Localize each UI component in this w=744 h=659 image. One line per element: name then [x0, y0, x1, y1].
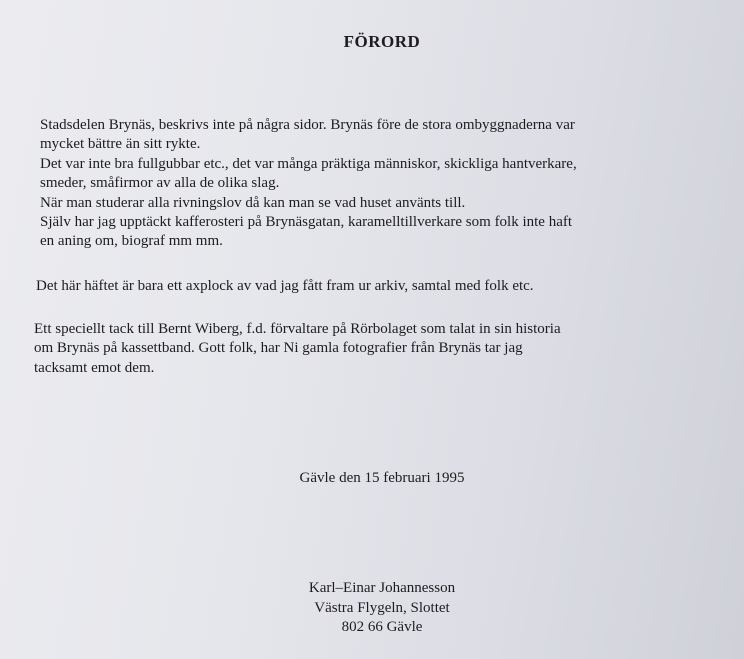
paragraph-axplock	[36, 277, 534, 296]
paragraph-line: Stadsdelen Brynäs, beskrivs inte på några sidor. Brynäs före de stora ombyggnaderna var	[40, 117, 575, 133]
signature-address-line2: 802 66 Gävle	[341, 619, 423, 635]
signature-address-line1: Västra Flygeln, Slottet	[314, 599, 450, 616]
paragraph-line: tacksamt emot dem.	[34, 359, 155, 376]
document-title: FÖRORD	[343, 32, 421, 51]
paragraph-line: När man studerar alla rivningslov då kan man se vad huset använts till.	[40, 194, 466, 211]
paragraph-line: Ett speciellt tack till Bernt Wiberg, f.d. förvaltare på Rörbolaget som talat in sin historia	[34, 321, 561, 337]
paragraph-line: om Brynäs på kassettband. Gott folk, har Ni gamla fotografier från Brynäs tar jag	[34, 340, 523, 357]
paragraph-line: Det var inte bra fullgubbar etc., det var många präktiga människor, skickliga hantverkare,	[40, 155, 577, 172]
paragraph-introduction	[40, 116, 577, 252]
paragraph-thanks	[34, 320, 561, 378]
signature-block	[0, 579, 744, 638]
dateline-text: Gävle den 15 februari 1995	[299, 470, 465, 486]
paragraph-line: smeder, småfirmor av alla de olika slag.	[40, 175, 280, 192]
paragraph-line: mycket bättre än sitt rykte.	[40, 136, 201, 153]
signature-name: Karl–Einar Johannesson	[308, 580, 456, 596]
dateline	[0, 469, 744, 489]
paragraph-line: en aning om, biograf mm mm.	[40, 233, 223, 250]
paragraph-line: Själv har jag upptäckt kafferosteri på Brynäsgatan, karamelltillverkare som folk inte haft	[40, 214, 573, 231]
paragraph-line: Det här häftet är bara ett axplock av vad jag fått fram ur arkiv, samtal med folk etc.	[36, 278, 534, 294]
